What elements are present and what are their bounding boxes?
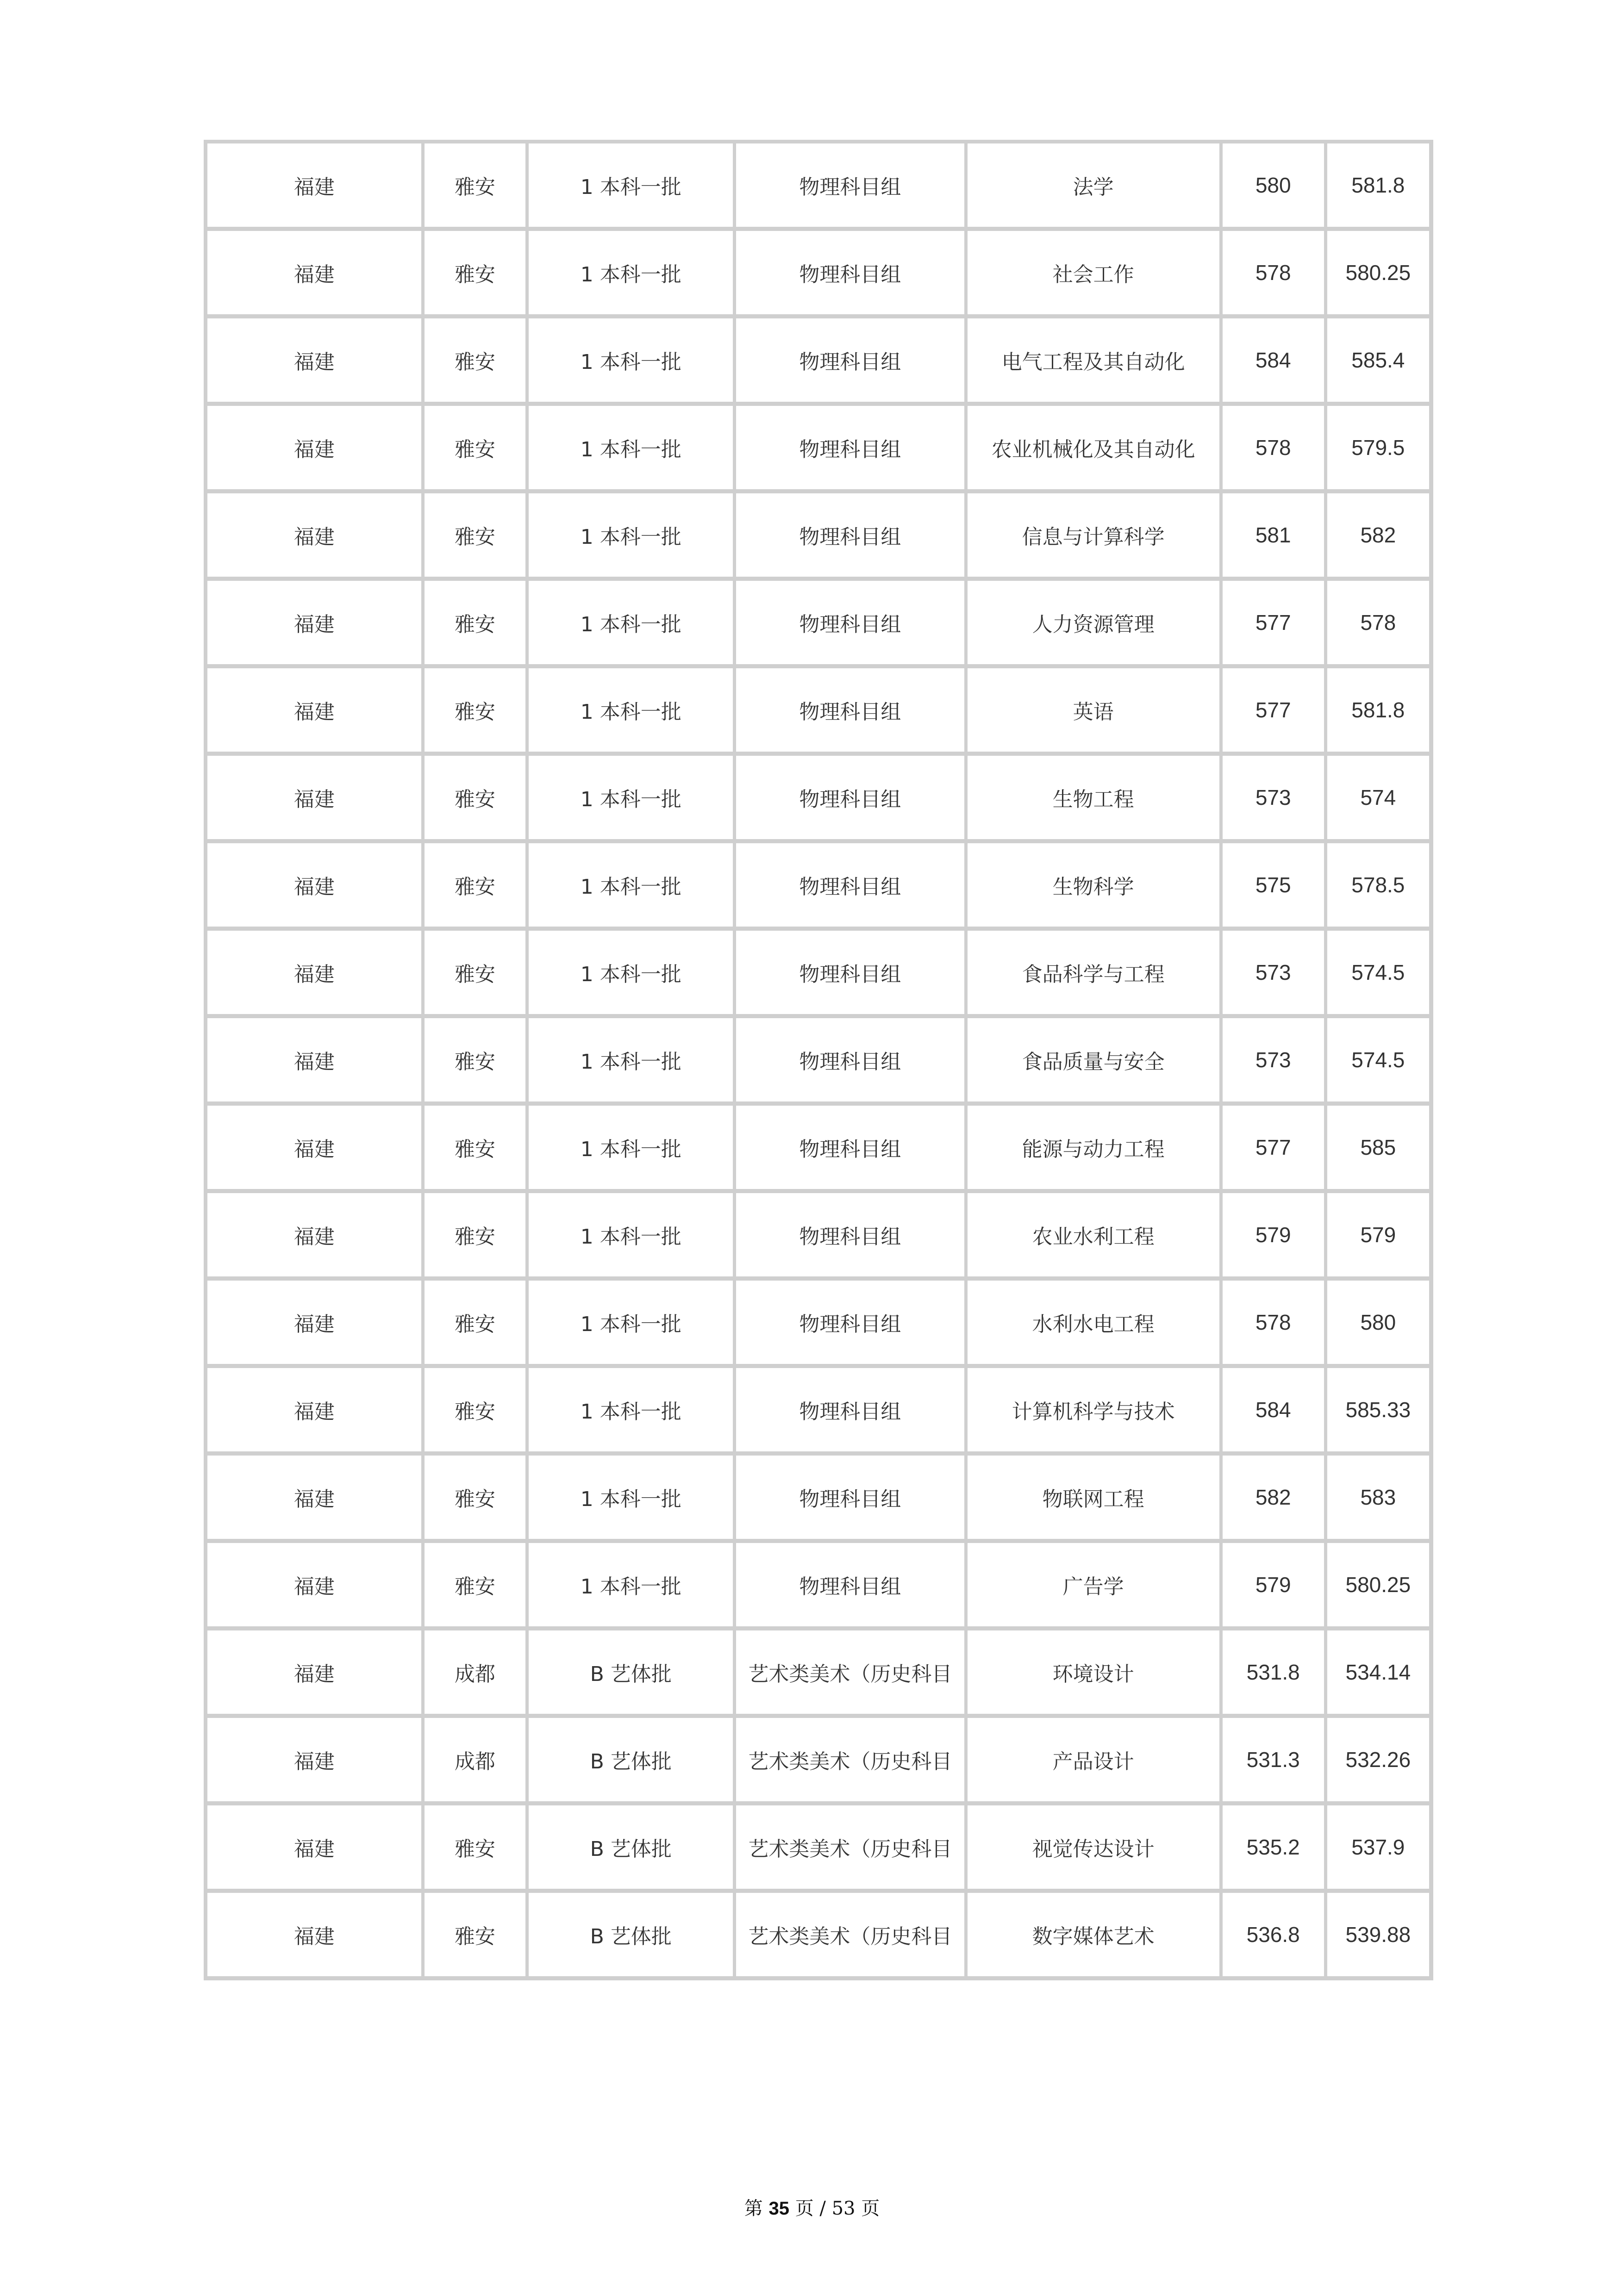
cell-city: 雅安 — [423, 229, 527, 317]
cell-province: 福建 — [206, 1016, 423, 1104]
cell-major: 社会工作 — [966, 229, 1221, 317]
cell-avg-score: 580 — [1325, 1279, 1430, 1366]
table-row — [206, 1454, 1430, 1541]
page-footer — [0, 2194, 1624, 2220]
cell-province: 福建 — [206, 1541, 423, 1629]
cell-province: 福建 — [206, 754, 423, 841]
table-row — [206, 1541, 1430, 1629]
cell-province: 福建 — [206, 1629, 423, 1716]
cell-min-score: 577 — [1221, 666, 1325, 754]
cell-avg-score: 574.5 — [1325, 1016, 1430, 1104]
footer-prefix: 第 — [744, 2198, 763, 2219]
cell-major: 计算机科学与技术 — [966, 1366, 1221, 1454]
total-pages-number: 53 — [831, 2198, 856, 2219]
cell-min-score: 535.2 — [1221, 1804, 1325, 1891]
cell-avg-score: 585.4 — [1325, 317, 1430, 404]
cell-subject-group: 物理科目组 — [734, 492, 966, 579]
cell-avg-score: 532.26 — [1325, 1716, 1430, 1804]
table-row — [206, 1366, 1430, 1454]
cell-subject-group: 物理科目组 — [734, 929, 966, 1016]
cell-city: 雅安 — [423, 1454, 527, 1541]
cell-avg-score: 578 — [1325, 579, 1430, 666]
cell-batch: 1 本科一批 — [527, 841, 734, 929]
cell-major: 产品设计 — [966, 1716, 1221, 1804]
cell-subject-group: 物理科目组 — [734, 1104, 966, 1191]
cell-province: 福建 — [206, 1191, 423, 1279]
cell-city: 雅安 — [423, 579, 527, 666]
cell-batch: 1 本科一批 — [527, 666, 734, 754]
cell-min-score: 584 — [1221, 317, 1325, 404]
cell-city: 雅安 — [423, 1891, 527, 1979]
table-row — [206, 1016, 1430, 1104]
cell-min-score: 577 — [1221, 579, 1325, 666]
cell-subject-group: 物理科目组 — [734, 841, 966, 929]
cell-city: 雅安 — [423, 666, 527, 754]
cell-city: 雅安 — [423, 1016, 527, 1104]
cell-city: 雅安 — [423, 404, 527, 492]
cell-province: 福建 — [206, 1716, 423, 1804]
cell-batch: 1 本科一批 — [527, 929, 734, 1016]
cell-min-score: 578 — [1221, 404, 1325, 492]
cell-subject-group: 物理科目组 — [734, 1366, 966, 1454]
table-row — [206, 1716, 1430, 1804]
cell-avg-score: 580.25 — [1325, 1541, 1430, 1629]
table-row — [206, 1104, 1430, 1191]
cell-province: 福建 — [206, 1891, 423, 1979]
cell-batch: B 艺体批 — [527, 1716, 734, 1804]
cell-avg-score: 539.88 — [1325, 1891, 1430, 1979]
cell-batch: 1 本科一批 — [527, 317, 734, 404]
footer-middle: 页 / — [795, 2198, 826, 2219]
cell-major: 环境设计 — [966, 1629, 1221, 1716]
cell-subject-group: 物理科目组 — [734, 666, 966, 754]
cell-batch: 1 本科一批 — [527, 579, 734, 666]
cell-min-score: 584 — [1221, 1366, 1325, 1454]
cell-city: 雅安 — [423, 142, 527, 229]
cell-min-score: 579 — [1221, 1541, 1325, 1629]
cell-min-score: 531.3 — [1221, 1716, 1325, 1804]
cell-major: 法学 — [966, 142, 1221, 229]
cell-min-score: 580 — [1221, 142, 1325, 229]
cell-province: 福建 — [206, 1804, 423, 1891]
cell-avg-score: 585 — [1325, 1104, 1430, 1191]
cell-province: 福建 — [206, 1366, 423, 1454]
cell-batch: 1 本科一批 — [527, 1191, 734, 1279]
cell-batch: 1 本科一批 — [527, 1541, 734, 1629]
cell-avg-score: 574.5 — [1325, 929, 1430, 1016]
table-row — [206, 929, 1430, 1016]
cell-city: 成都 — [423, 1716, 527, 1804]
cell-province: 福建 — [206, 1279, 423, 1366]
cell-subject-group: 物理科目组 — [734, 1279, 966, 1366]
cell-city: 雅安 — [423, 841, 527, 929]
cell-major: 英语 — [966, 666, 1221, 754]
cell-min-score: 578 — [1221, 1279, 1325, 1366]
cell-min-score: 577 — [1221, 1104, 1325, 1191]
cell-province: 福建 — [206, 929, 423, 1016]
cell-min-score: 573 — [1221, 1016, 1325, 1104]
current-page-number: 35 — [768, 2198, 789, 2219]
footer-suffix: 页 — [861, 2198, 880, 2219]
cell-avg-score: 581.8 — [1325, 666, 1430, 754]
cell-major: 食品质量与安全 — [966, 1016, 1221, 1104]
cell-subject-group: 物理科目组 — [734, 754, 966, 841]
table-row — [206, 1629, 1430, 1716]
table-row — [206, 754, 1430, 841]
table-row — [206, 229, 1430, 317]
cell-min-score: 536.8 — [1221, 1891, 1325, 1979]
cell-avg-score: 579 — [1325, 1191, 1430, 1279]
cell-min-score: 579 — [1221, 1191, 1325, 1279]
cell-major: 生物工程 — [966, 754, 1221, 841]
cell-province: 福建 — [206, 841, 423, 929]
cell-subject-group: 物理科目组 — [734, 229, 966, 317]
cell-batch: 1 本科一批 — [527, 142, 734, 229]
cell-avg-score: 574 — [1325, 754, 1430, 841]
cell-province: 福建 — [206, 317, 423, 404]
cell-major: 水利水电工程 — [966, 1279, 1221, 1366]
cell-city: 雅安 — [423, 1366, 527, 1454]
cell-min-score: 581 — [1221, 492, 1325, 579]
cell-province: 福建 — [206, 142, 423, 229]
cell-batch: 1 本科一批 — [527, 1279, 734, 1366]
cell-subject-group: 物理科目组 — [734, 1541, 966, 1629]
cell-subject-group: 物理科目组 — [734, 317, 966, 404]
cell-min-score: 573 — [1221, 754, 1325, 841]
table-row — [206, 1279, 1430, 1366]
cell-avg-score: 580.25 — [1325, 229, 1430, 317]
cell-major: 广告学 — [966, 1541, 1221, 1629]
cell-major: 食品科学与工程 — [966, 929, 1221, 1016]
table-row — [206, 1804, 1430, 1891]
cell-subject-group: 艺术类美术（历史科目 — [734, 1891, 966, 1979]
cell-major: 生物科学 — [966, 841, 1221, 929]
cell-avg-score: 582 — [1325, 492, 1430, 579]
cell-batch: B 艺体批 — [527, 1629, 734, 1716]
cell-avg-score: 583 — [1325, 1454, 1430, 1541]
table-row — [206, 142, 1430, 229]
cell-min-score: 573 — [1221, 929, 1325, 1016]
cell-major: 数字媒体艺术 — [966, 1891, 1221, 1979]
cell-subject-group: 艺术类美术（历史科目 — [734, 1716, 966, 1804]
cell-province: 福建 — [206, 1454, 423, 1541]
cell-batch: 1 本科一批 — [527, 229, 734, 317]
cell-min-score: 575 — [1221, 841, 1325, 929]
data-table — [204, 140, 1433, 1980]
cell-batch: 1 本科一批 — [527, 1366, 734, 1454]
cell-avg-score: 534.14 — [1325, 1629, 1430, 1716]
cell-avg-score: 585.33 — [1325, 1366, 1430, 1454]
cell-avg-score: 578.5 — [1325, 841, 1430, 929]
cell-batch: 1 本科一批 — [527, 1454, 734, 1541]
cell-min-score: 582 — [1221, 1454, 1325, 1541]
cell-city: 雅安 — [423, 492, 527, 579]
cell-subject-group: 物理科目组 — [734, 1191, 966, 1279]
table-row — [206, 1191, 1430, 1279]
cell-city: 雅安 — [423, 1804, 527, 1891]
cell-province: 福建 — [206, 666, 423, 754]
cell-avg-score: 579.5 — [1325, 404, 1430, 492]
cell-batch: 1 本科一批 — [527, 1016, 734, 1104]
cell-province: 福建 — [206, 579, 423, 666]
cell-batch: 1 本科一批 — [527, 1104, 734, 1191]
cell-batch: 1 本科一批 — [527, 492, 734, 579]
cell-batch: 1 本科一批 — [527, 404, 734, 492]
cell-avg-score: 581.8 — [1325, 142, 1430, 229]
cell-province: 福建 — [206, 1104, 423, 1191]
cell-major: 电气工程及其自动化 — [966, 317, 1221, 404]
cell-batch: 1 本科一批 — [527, 754, 734, 841]
cell-batch: B 艺体批 — [527, 1891, 734, 1979]
cell-city: 雅安 — [423, 929, 527, 1016]
cell-major: 农业水利工程 — [966, 1191, 1221, 1279]
cell-city: 雅安 — [423, 1191, 527, 1279]
cell-city: 成都 — [423, 1629, 527, 1716]
cell-subject-group: 艺术类美术（历史科目 — [734, 1804, 966, 1891]
cell-province: 福建 — [206, 229, 423, 317]
cell-subject-group: 物理科目组 — [734, 142, 966, 229]
table-row — [206, 666, 1430, 754]
cell-city: 雅安 — [423, 754, 527, 841]
table-row — [206, 579, 1430, 666]
cell-province: 福建 — [206, 404, 423, 492]
cell-subject-group: 物理科目组 — [734, 579, 966, 666]
cell-subject-group: 艺术类美术（历史科目 — [734, 1629, 966, 1716]
table-body — [206, 142, 1430, 1979]
cell-major: 农业机械化及其自动化 — [966, 404, 1221, 492]
cell-subject-group: 物理科目组 — [734, 404, 966, 492]
cell-batch: B 艺体批 — [527, 1804, 734, 1891]
cell-major: 物联网工程 — [966, 1454, 1221, 1541]
cell-subject-group: 物理科目组 — [734, 1016, 966, 1104]
table-row — [206, 492, 1430, 579]
cell-subject-group: 物理科目组 — [734, 1454, 966, 1541]
cell-city: 雅安 — [423, 1104, 527, 1191]
cell-city: 雅安 — [423, 317, 527, 404]
table-row — [206, 841, 1430, 929]
cell-major: 能源与动力工程 — [966, 1104, 1221, 1191]
cell-major: 人力资源管理 — [966, 579, 1221, 666]
table-row — [206, 404, 1430, 492]
cell-min-score: 531.8 — [1221, 1629, 1325, 1716]
table-row — [206, 1891, 1430, 1979]
table-row — [206, 317, 1430, 404]
cell-avg-score: 537.9 — [1325, 1804, 1430, 1891]
cell-city: 雅安 — [423, 1541, 527, 1629]
cell-major: 信息与计算科学 — [966, 492, 1221, 579]
cell-min-score: 578 — [1221, 229, 1325, 317]
cell-major: 视觉传达设计 — [966, 1804, 1221, 1891]
cell-province: 福建 — [206, 492, 423, 579]
cell-city: 雅安 — [423, 1279, 527, 1366]
